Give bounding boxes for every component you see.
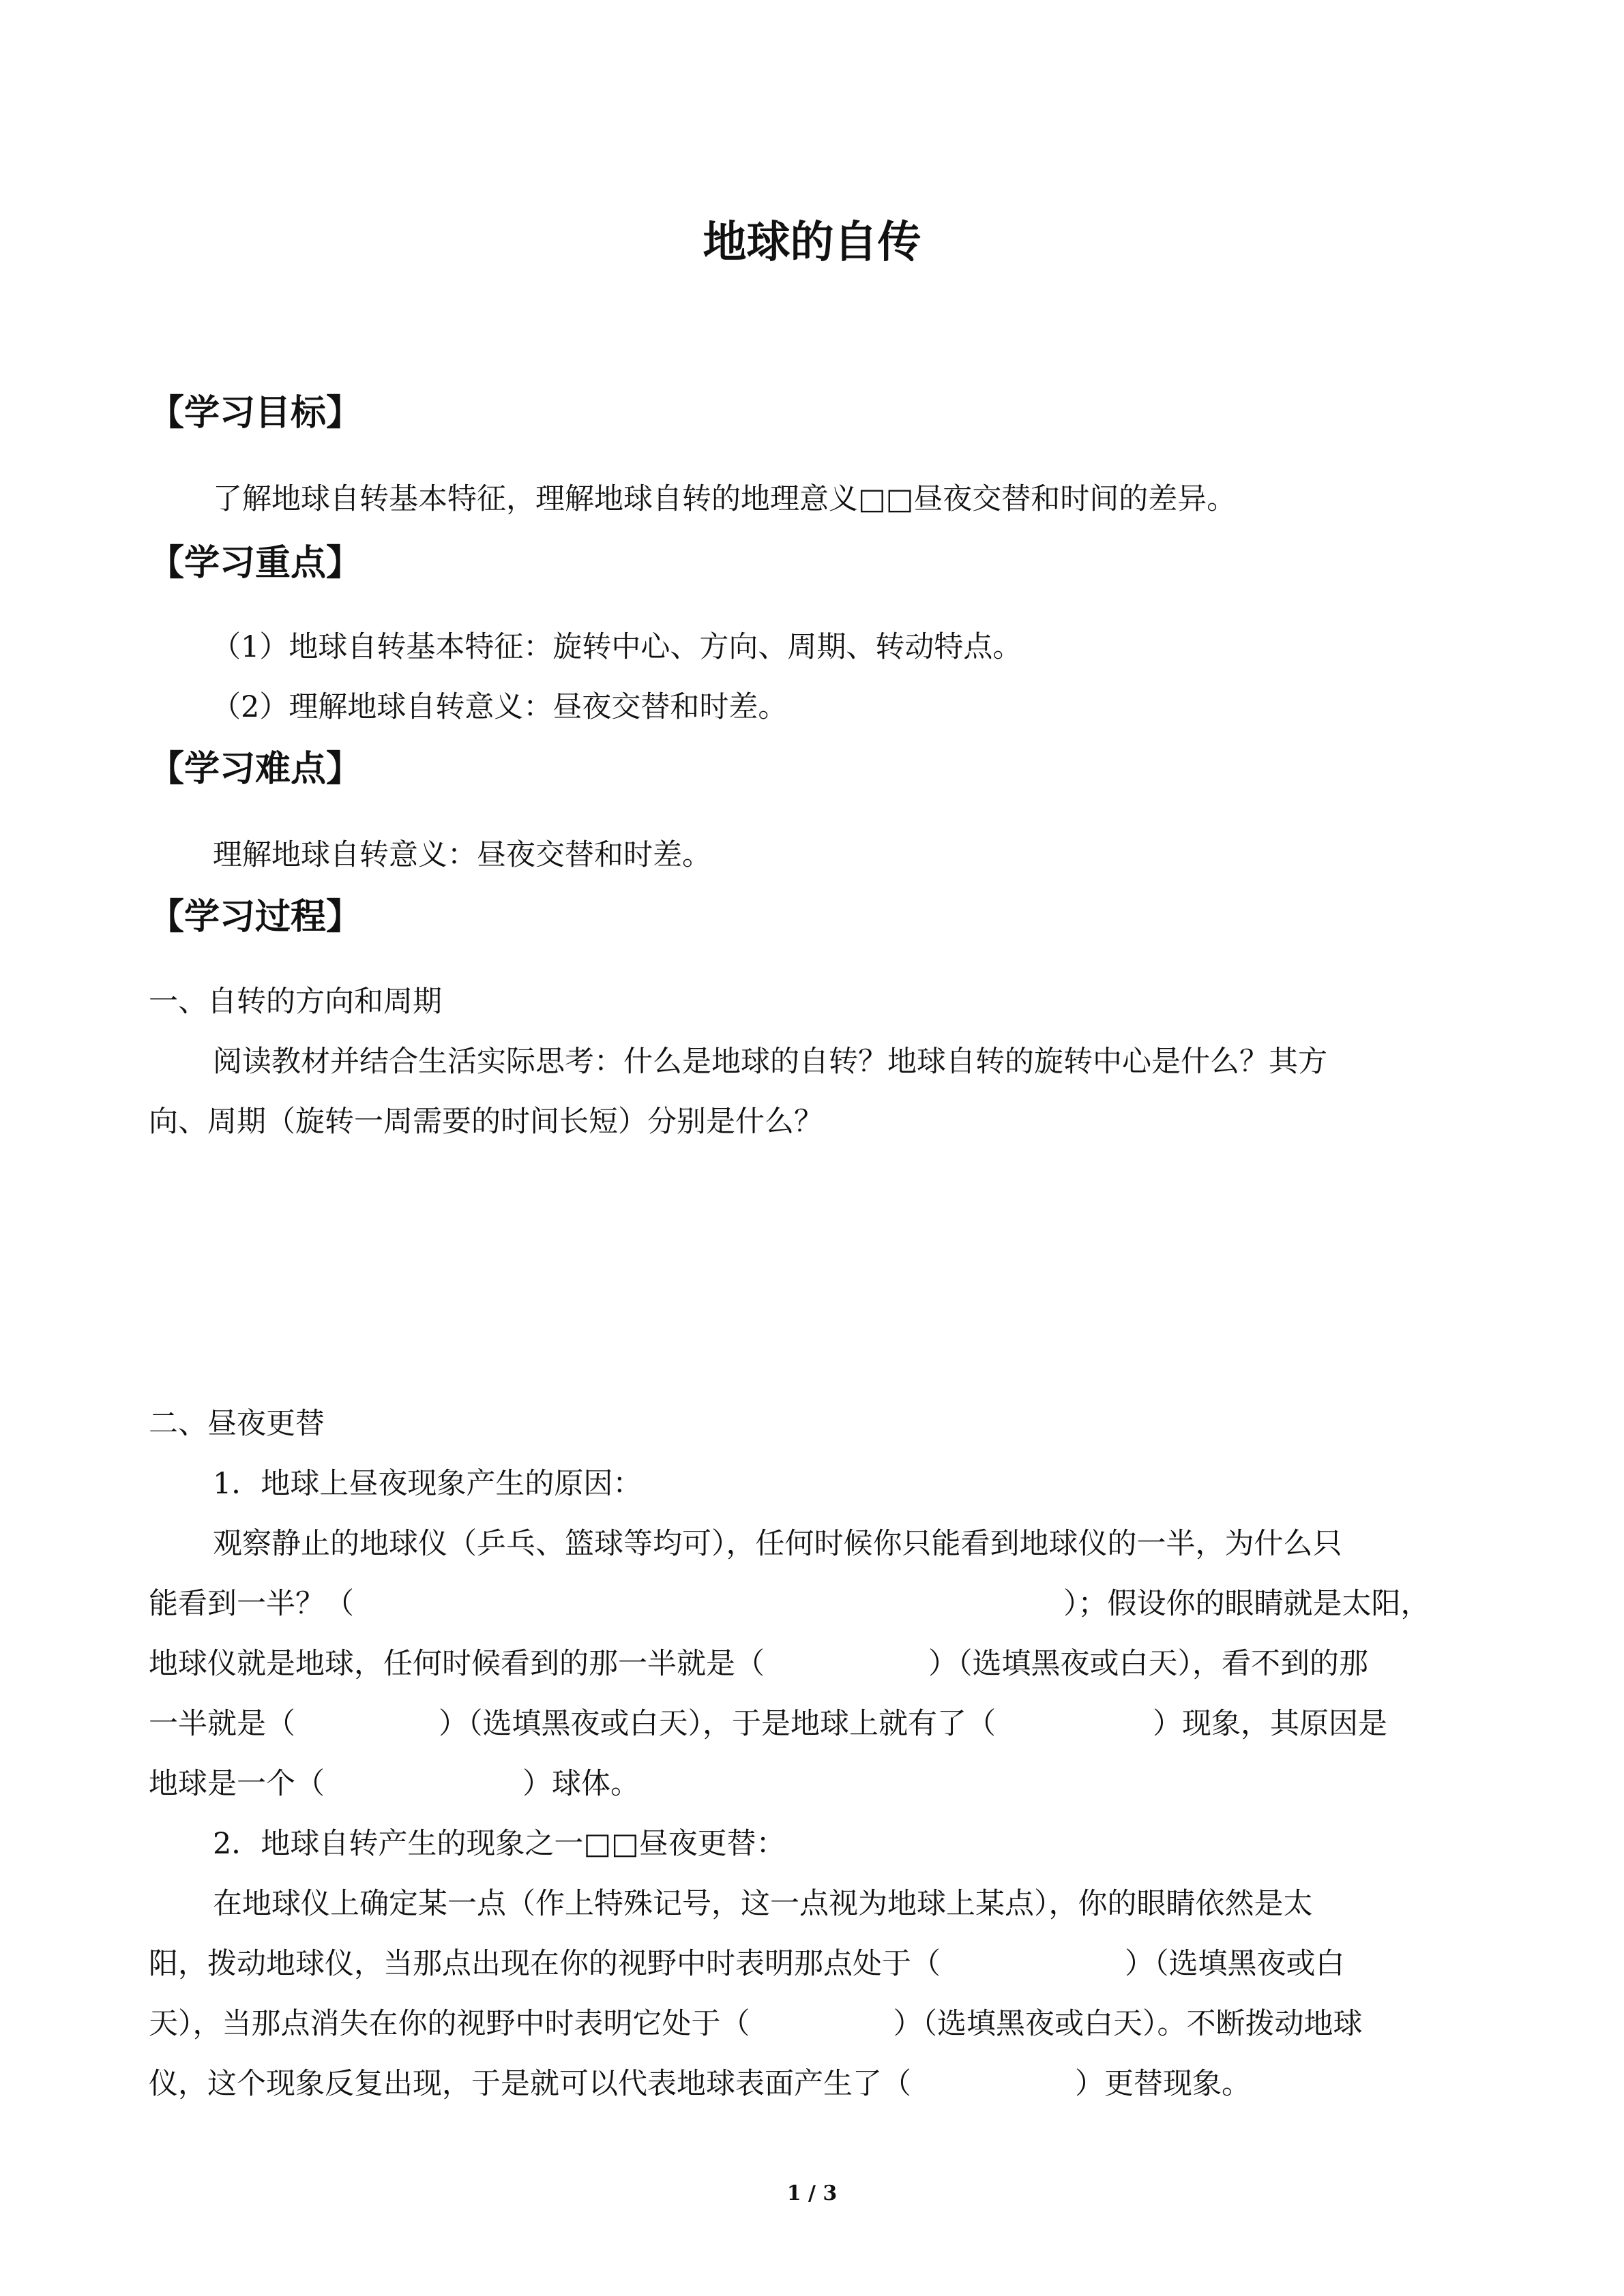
- q1-line-2-start: 能看到一半？（: [149, 1587, 354, 1621]
- q2-line-3: [149, 2002, 1479, 2046]
- q1-line-2-end: ）；假设你的眼睛就是太阳，: [1063, 1587, 1430, 1621]
- q2-title: 2．地球自转产生的现象之一□□昼夜更替：: [213, 1827, 786, 1861]
- key-point-item-1: （1）地球自转基本特征：旋转中心、方向、周期、转动特点。: [211, 630, 1022, 664]
- difficulties-heading: 【学习难点】: [149, 749, 362, 790]
- q1-title: 1．地球上昼夜现象产生的原因：: [213, 1467, 643, 1501]
- page-title: 地球的自传: [703, 218, 921, 268]
- part2-title: 二、昼夜更替: [149, 1407, 325, 1441]
- q1-line-4-end: ）现象，其原因是: [1153, 1707, 1387, 1741]
- q1-line-5-end: ）球体。: [522, 1767, 640, 1801]
- part1-title: 一、自转的方向和周期: [149, 985, 442, 1019]
- q2-line-4-end: ）更替现象。: [1075, 2067, 1251, 2101]
- goals-text: 了解地球自转基本特征，理解地球自转的地理意义□□昼夜交替和时间的差异。: [213, 482, 1237, 516]
- q2-line-2-end: ）（选填黑夜或白: [1125, 1947, 1345, 1981]
- q2-line-1: 在地球仪上确定某一点（作上特殊记号，这一点视为地球上某点），你的眼睛依然是太: [213, 1887, 1313, 1921]
- q2-line-2: [149, 1942, 1479, 1986]
- q2-line-3-end: ）（选填黑夜或白天）。不断拨动地球: [893, 2007, 1363, 2041]
- page-number: 1 / 3: [786, 2181, 838, 2205]
- q1-line-3-end: ）（选填黑夜或白天），看不到的那: [928, 1647, 1368, 1681]
- q1-line-2: [149, 1582, 1479, 1626]
- key-points-heading: 【学习重点】: [149, 543, 362, 584]
- process-heading: 【学习过程】: [149, 897, 362, 938]
- q1-line-3-start: 地球仪就是地球，任何时候看到的那一半就是（: [149, 1647, 765, 1681]
- q1-line-4-mid: ）（选填黑夜或白天），于是地球上就有了（: [439, 1707, 996, 1741]
- q2-line-4-start: 仪，这个现象反复出现，于是就可以代表地球表面产生了（: [149, 2067, 911, 2101]
- q1-line-4-start: 一半就是（: [149, 1707, 295, 1741]
- goals-heading: 【学习目标】: [149, 393, 362, 434]
- q2-line-2-start: 阳，拨动地球仪，当那点出现在你的视野中时表明那点处于（: [149, 1947, 941, 1981]
- q2-line-4: [149, 2062, 1479, 2106]
- difficulties-text: 理解地球自转意义：昼夜交替和时差。: [213, 838, 711, 872]
- part1-line-2: 向、周期（旋转一周需要的时间长短）分别是什么？: [149, 1105, 823, 1139]
- q1-line-5: [149, 1762, 1479, 1806]
- q1-line-1: 观察静止的地球仪（乒乓、篮球等均可），任何时候你只能看到地球仪的一半，为什么只: [213, 1527, 1342, 1561]
- key-point-item-2: （2）理解地球自转意义：昼夜交替和时差。: [211, 690, 788, 724]
- part1-line-1: 阅读教材并结合生活实际思考：什么是地球的自转？地球自转的旋转中心是什么？其方: [213, 1045, 1327, 1079]
- q1-line-3: [149, 1642, 1479, 1686]
- q2-line-3-start: 天），当那点消失在你的视野中时表明它处于（: [149, 2007, 750, 2041]
- q1-line-4: [149, 1702, 1479, 1746]
- q1-line-5-start: 地球是一个（: [149, 1767, 325, 1801]
